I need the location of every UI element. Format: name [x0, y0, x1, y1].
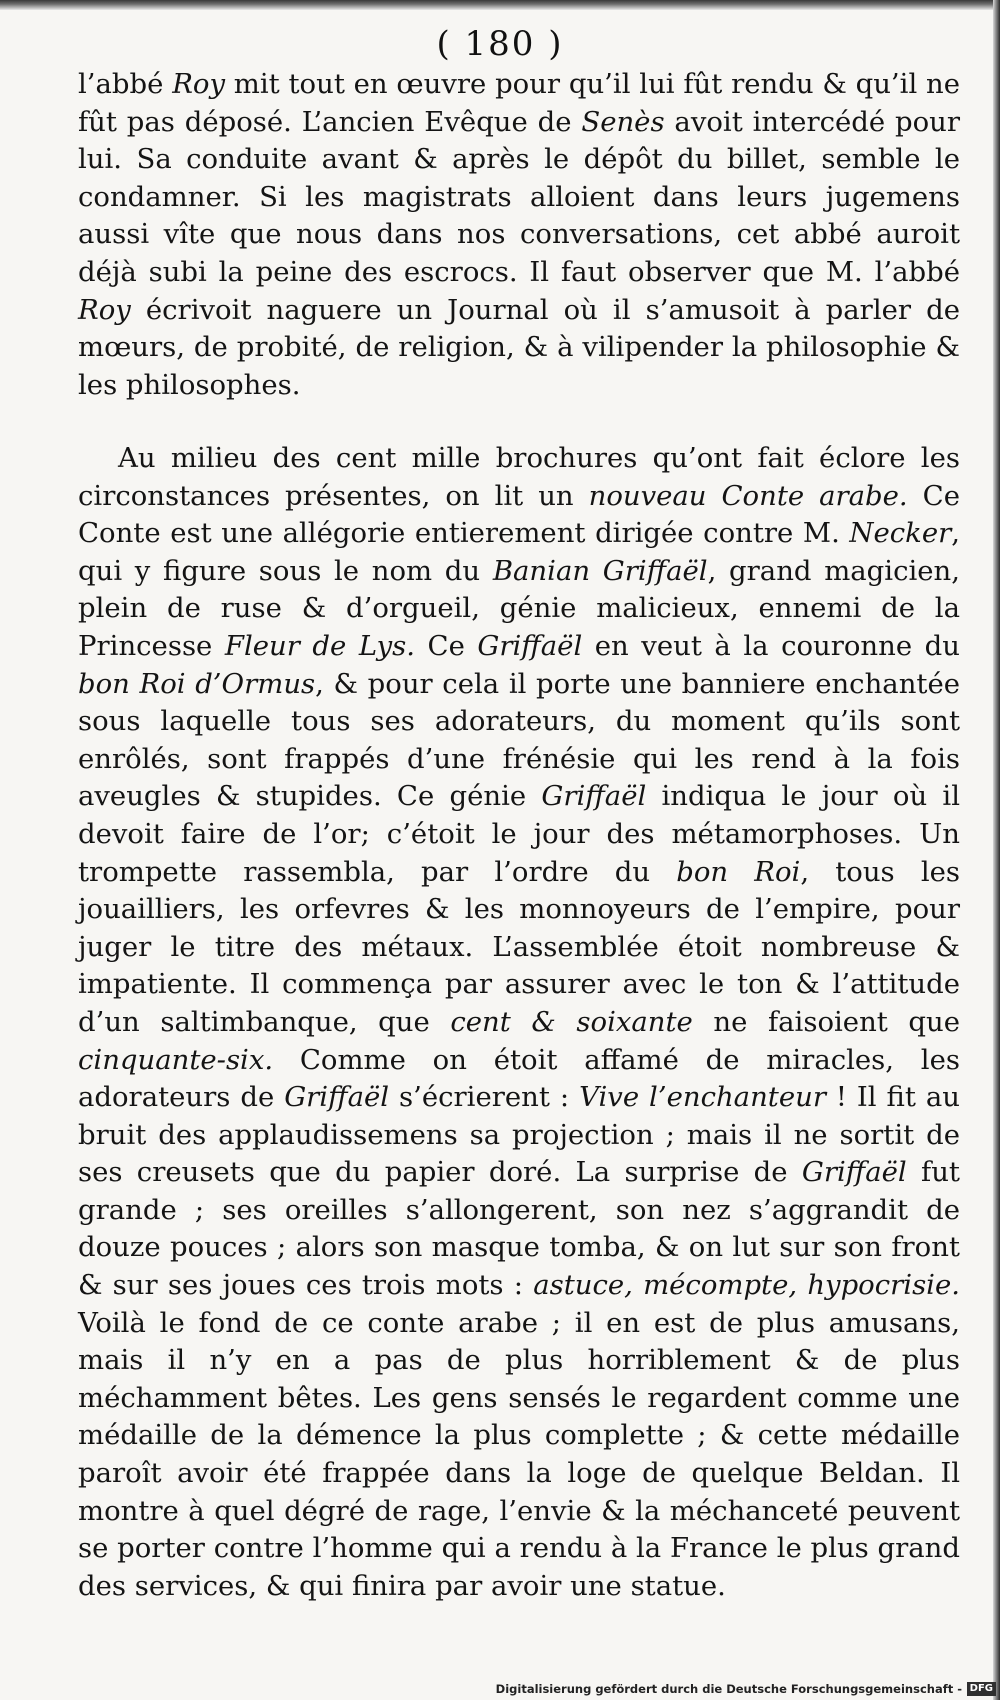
text-run: , tous les jouailliers, les orfevres & les monnoyeurs de l’empire, pour juger le titre des métaux. L’assemblée étoit nombreuse & impatiente. Il commença par assurer avec le ton & l’attitude d’un saltimbanque, que: [78, 855, 961, 1038]
paragraph-text: [78, 66, 960, 404]
text-run: mit tout en œuvre pour qu’il lui fût rendu & qu’il ne fût pas déposé. L’ancien Evêque de: [78, 68, 961, 138]
text-run: s’écrierent :: [389, 1081, 580, 1114]
italic-run: bon Roi: [676, 855, 801, 888]
paragraph-2: [78, 440, 960, 1605]
dfg-logo: DFG: [967, 1682, 996, 1696]
italic-run: cent & soixante: [450, 1005, 693, 1038]
book-page: [0, 10, 993, 1700]
text-run: Ce: [415, 629, 478, 662]
text-run: , qui y figure sous le nom du: [78, 517, 960, 587]
italic-run: Fleur de Lys.: [224, 629, 415, 662]
text-run: ne faisoient que: [692, 1005, 961, 1038]
text-run: , & pour cela il porte une banniere enchantée sous laquelle tous ses adorateurs, du moment qu’ils sont enrôlés, sont frappés d’une frénésie qui les rend à la fois aveugles & stupides. Ce génie: [78, 667, 961, 813]
text-run: ! Il fit au bruit des applaudissemens sa projection ; mais il ne sortit de ses creusets que du papier doré. La surprise de: [78, 1081, 960, 1189]
scan-edge-top: [0, 0, 1000, 10]
italic-run: Senès: [581, 105, 665, 138]
paragraph-1: [78, 66, 960, 404]
italic-run: nouveau Conte arabe.: [588, 479, 908, 512]
text-run: écrivoit naguere un Journal où il s’amusoit à parler de mœurs, de probité, de religion, & à vilipender la philosophie & les philosophes.: [78, 293, 960, 401]
text-run: l’abbé: [78, 68, 173, 100]
text-run: , grand magicien, plein de ruse & d’orgueil, génie malicieux, ennemi de la Princesse: [78, 554, 960, 662]
text-run: en veut à la couronne du: [582, 629, 960, 662]
digitization-credit: Digitalisierung gefördert durch die Deutsche Forschungsgemeinschaft -: [495, 1682, 962, 1696]
italic-run: Griffaël: [477, 629, 583, 662]
italic-run: Necker: [849, 517, 952, 550]
italic-run: Roy: [172, 68, 226, 100]
text-run: avoit intercédé pour lui. Sa conduite avant & après le dépôt du billet, semble le condamner. Si les magistrats alloient dans leurs jugemens aussi vîte que nous dans nos conversations, cet abbé auroit déjà subi la peine des escrocs. Il faut observer que M. l’abbé: [78, 105, 961, 288]
italic-run: Vive l’enchanteur: [579, 1081, 826, 1114]
italic-run: cinquante-six.: [78, 1043, 274, 1076]
italic-run: Griffaël: [541, 780, 647, 813]
italic-run: Roy: [78, 293, 131, 326]
paragraph-text: [78, 440, 960, 1605]
text-run: fut grande ; ses oreilles s’allongerent, son nez s’aggrandit de douze pouces ; alors son masque tomba, & on lut sur son front & sur ses joues ces trois mots :: [78, 1156, 960, 1302]
italic-run: Griffaël: [801, 1156, 907, 1189]
italic-run: astuce, mécompte, hypocrisie.: [533, 1269, 960, 1302]
italic-run: Banian Griffaël: [492, 554, 708, 587]
page-number: ( 180 ): [436, 24, 564, 64]
text-run: Ce Conte est une allégorie entierement dirigée contre M.: [78, 479, 960, 550]
italic-run: bon Roi d’Ormus: [78, 667, 316, 700]
text-run: indiqua le jour où il devoit faire de l’or; c’étoit le jour des métamorphoses. Un trompette rassembla, par l’ordre du: [78, 780, 960, 888]
scan-edge-right: [993, 0, 1000, 1700]
italic-run: Griffaël: [284, 1081, 390, 1114]
text-run: Au milieu des cent mille brochures qu’ont fait éclore les circonstances présentes, on lit un: [78, 442, 960, 512]
text-run: Voilà le fond de ce conte arabe ; il en est de plus amusans, mais il n’y en a pas de plus horriblement & de plus méchamment bêtes. Les gens sensés le regardent comme une médaille de la démence la plus complette ; & cette médaille paroît avoir été frappée dans la loge de quelque Beldan. Il montre à quel dégré de rage, l’envie & la méchanceté peuvent se porter contre l’homme qui a rendu à la France le plus grand des services, & qui finira par avoir une statue.: [78, 1306, 960, 1602]
text-run: Comme on étoit affamé de miracles, les adorateurs de: [78, 1043, 960, 1114]
